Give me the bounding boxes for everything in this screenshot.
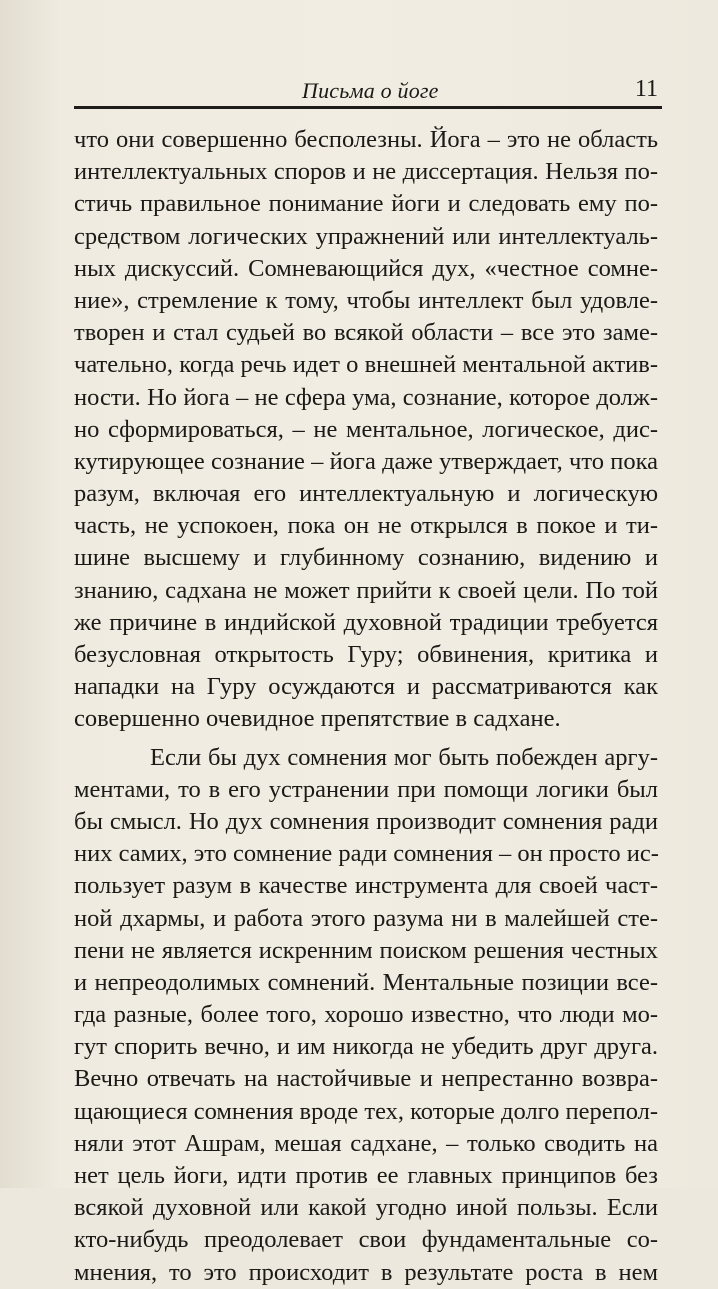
text-line: кто-нибудь преодолевает свои фундаментальные со- (74, 1226, 658, 1254)
text-line: щающиеся сомнения вроде тех, которые долго перепол- (74, 1097, 659, 1125)
text-line: шине высшему и глубинному сознанию, видению и (74, 544, 658, 572)
text-line: бы смысл. Но дух сомнения производит сомнения ради (74, 807, 658, 835)
text-line: знанию, садхана не может прийти к своей цели. По той (74, 576, 658, 604)
text-line: нет цель йоги, идти против ее главных принципов без (74, 1162, 658, 1189)
text-line: них самих, это сомнение ради сомнения – он просто ис- (74, 840, 659, 868)
text-line: разум, включая его интеллектуальную и логическую (74, 480, 658, 508)
text-line: гда разные, более того, хорошо известно, что люди мо- (74, 1001, 658, 1029)
text-line: пени не является искренним поиском решения честных (74, 936, 658, 964)
text-line: ных дискуссий. Сомневающийся дух, «честное сомне- (74, 254, 658, 282)
running-title: Письма о йоге (302, 78, 439, 103)
text-line: ментами, то в его устранении при помощи логики был (74, 775, 658, 803)
text-line: пользует разум в качестве инструмента для своей част- (74, 872, 658, 900)
paragraph-1 (74, 124, 658, 736)
text-line: же причине в индийской духовной традиции требуется (74, 608, 658, 636)
text-line: ности. Но йога – не сфера ума, сознание, которое долж- (74, 383, 658, 411)
text-line: часть, не успокоен, пока он не открылся в покое и ти- (74, 512, 658, 540)
text-line: Вечно отвечать на настойчивые и непрестанно возвра- (74, 1065, 658, 1093)
text-line: безусловная открытость Гуру; обвинения, критика и (74, 641, 658, 668)
text-line: ной дхармы, и работа этого разума ни в малейшей сте- (74, 904, 658, 932)
text-line: средством логических упражнений или интеллектуаль- (74, 222, 658, 250)
body-text (74, 124, 658, 1289)
text-line: Если бы дух сомнения мог быть побежден аргу- (150, 743, 658, 771)
text-line: но сформироваться, – не ментальное, логическое, дис- (74, 415, 658, 443)
text-line: и непреодолимых сомнений. Ментальные позиции все- (74, 968, 658, 996)
text-line: что они совершенно бесполезны. Йога – это не область (74, 126, 658, 153)
text-line: няли этот Ашрам, мешая садхане, – только сводить на (74, 1129, 658, 1157)
text-line: совершенно очевидное препятствие в садхане. (74, 705, 561, 733)
text-line: мнения, то это происходит в результате роста в нем (74, 1258, 658, 1286)
text-line: стичь правильное понимание йоги и следовать ему по- (74, 190, 658, 218)
text-line: всякой духовной или какой угодно иной пользы. Если (74, 1194, 658, 1222)
text-line: ние», стремление к тому, чтобы интеллект был удовле- (74, 286, 658, 314)
text-line: гут спорить вечно, и им никогда не убедить друг друга. (74, 1033, 658, 1061)
page-number: 11 (634, 76, 658, 102)
text-line: интеллектуальных споров и не диссертация. Нельзя по- (74, 158, 658, 186)
paragraph-2 (74, 742, 658, 1289)
text-line: творен и стал судьей во всякой области – все это заме- (74, 319, 658, 347)
text-line: нападки на Гуру осуждаются и рассматриваются как (74, 673, 658, 701)
running-header (74, 74, 662, 109)
text-line: кутирующее сознание – йога даже утверждает, что пока (74, 447, 658, 475)
text-line: чательно, когда речь идет о внешней ментальной актив- (74, 351, 658, 379)
